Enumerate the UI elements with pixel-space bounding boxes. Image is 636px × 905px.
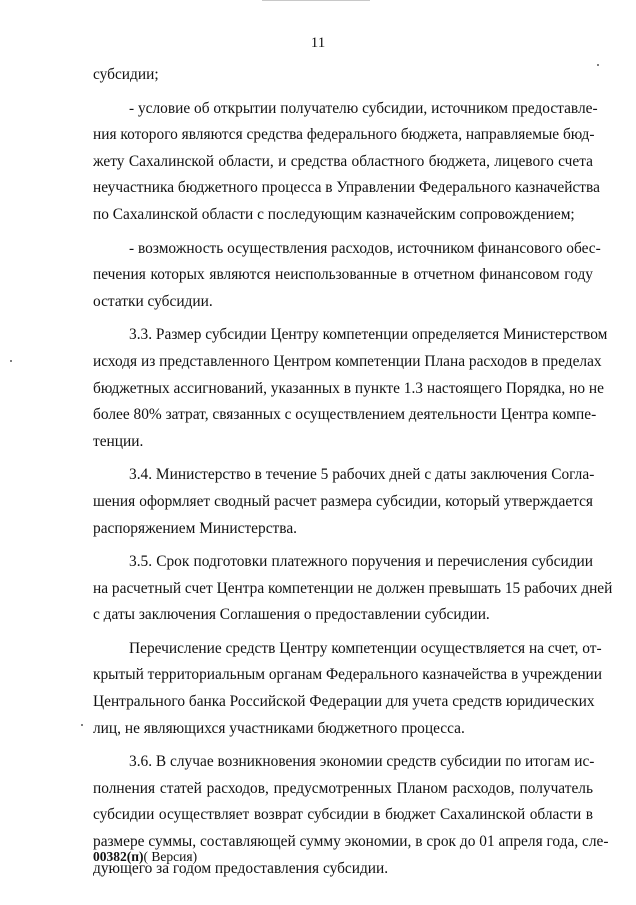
text-line: субсидии осуществляет возврат субсидии в бюджет Сахалинской области в — [93, 806, 593, 824]
text-line: неучастника бюджетного процесса в Управлении Федерального казначейства — [93, 179, 600, 197]
text-line: лиц, не являющихся участниками бюджетного процесса. — [93, 719, 465, 737]
text-line: 3.5. Срок подготовки платежного поручения и перечисления субсидии — [129, 553, 593, 571]
text-line: бюджетных ассигнований, указанных в пункте 1.3 настоящего Порядка, но не — [93, 379, 604, 397]
text-line: размере суммы, составляющей сумму экономии, в срок до 01 апреля года, сле- — [93, 833, 609, 851]
text-line: дующего за годом предоставления субсидии. — [93, 859, 389, 877]
text-line: 3.6. В случае возникновения экономии средств субсидии по итогам ис- — [129, 753, 595, 771]
scan-speck — [597, 64, 599, 66]
page-number: 11 — [310, 35, 326, 51]
text-line: шения оформляет сводный расчет размера субсидии, который утверждается — [93, 492, 593, 510]
text-line: по Сахалинской области с последующим казначейским сопровождением; — [93, 205, 575, 223]
text-line: исходя из представленного Центром компетенции Плана расходов в пределах — [93, 352, 602, 370]
text-line: Центрального банка Российской Федерации для учета средств юридических — [93, 693, 595, 711]
document-version: ( Версия) — [143, 849, 198, 864]
paragraph — [93, 236, 601, 316]
text-line: жету Сахалинской области, и средства областного бюджета, лицевого счета — [93, 152, 593, 170]
text-line: ния которого являются средства федерального бюджета, направляемые бюд- — [93, 126, 595, 144]
text-line: остатки субсидии. — [93, 292, 213, 310]
text-line: полнения статей расходов, предусмотренных Планом расходов, получатель — [93, 779, 593, 797]
scan-speck — [10, 360, 12, 362]
text-line: распоряжением Министерства. — [93, 519, 297, 537]
scan-top-rule — [262, 0, 370, 1]
text-line: с даты заключения Соглашения о предоставлении субсидии. — [93, 606, 490, 624]
text-line: Перечисление средств Центру компетенции осуществляется на счет, от- — [129, 639, 602, 657]
text-line: тенции. — [93, 432, 144, 450]
text-line: крытый территориальным органам Федерального казначейства в учреждении — [93, 666, 603, 684]
text-line: субсидии; — [93, 66, 159, 83]
text-line: на расчетный счет Центра компетенции не должен превышать 15 рабочих дней — [93, 579, 613, 597]
document-code: 00382(п) — [93, 849, 144, 864]
text-line: 3.3. Размер субсидии Центру компетенции определяется Министерством — [129, 326, 608, 344]
text-line: более 80% затрат, связанных с осуществлением деятельности Центра компе- — [93, 406, 597, 424]
text-line: 3.4. Министерство в течение 5 рабочих дней с даты заключения Согла- — [129, 466, 595, 484]
document-footer — [93, 849, 197, 865]
paragraph — [93, 322, 608, 455]
text-line: - возможность осуществления расходов, источником финансового обес- — [129, 239, 601, 257]
text-line: - условие об открытии получателю субсидии, источником предоставле- — [129, 99, 598, 117]
paragraph — [93, 96, 600, 229]
paragraph — [93, 62, 593, 89]
paragraph — [93, 462, 593, 542]
paragraph — [93, 636, 603, 742]
text-line: печения которых являются неиспользованные в отчетном финансовом году — [93, 266, 593, 284]
document-body — [93, 62, 613, 882]
paragraph — [93, 549, 613, 629]
scan-speck — [81, 724, 83, 726]
